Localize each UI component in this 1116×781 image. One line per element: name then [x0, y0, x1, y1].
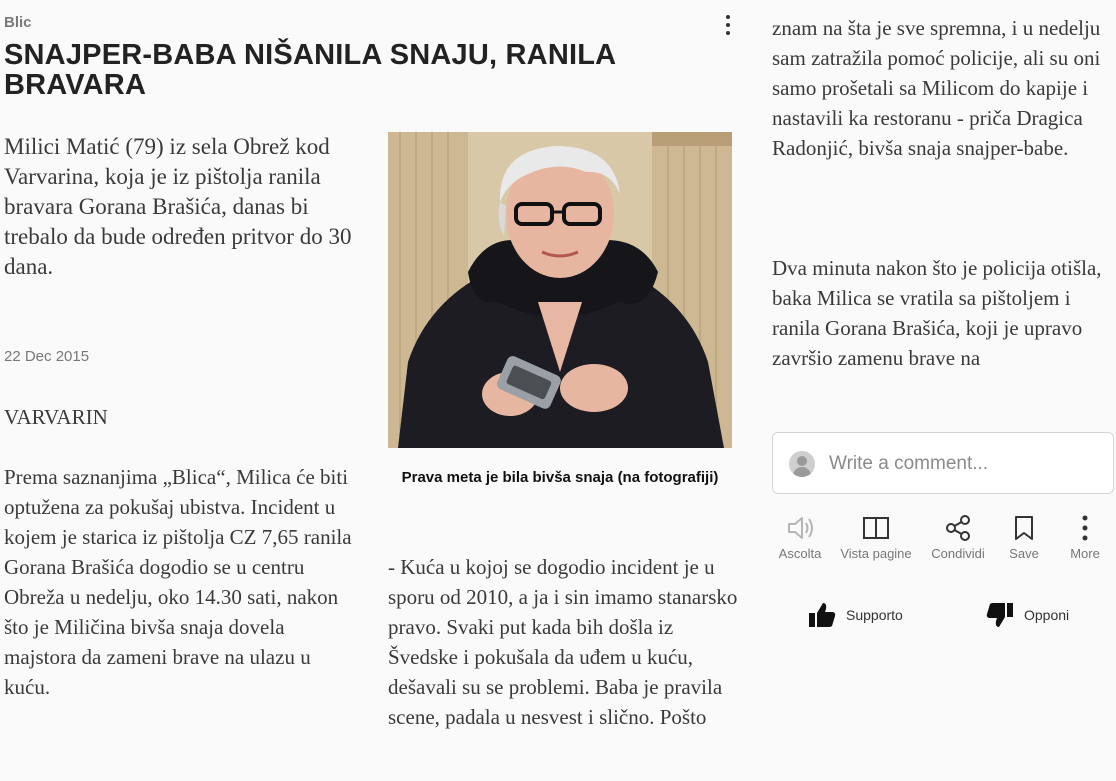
dot-icon [726, 15, 730, 19]
bookmark-icon [1009, 514, 1039, 542]
speaker-icon [785, 514, 815, 542]
share-button[interactable] [922, 514, 994, 561]
oppose-button[interactable] [986, 598, 1069, 632]
oppose-label: Opponi [1024, 607, 1070, 623]
article-lead: Milici Matić (79) iz sela Obrež kod Varvarina, koja je iz pištolja ranila bravara Gorana Brašića, danas bi trebalo da bude određen pritvor do 30 dana. [4, 134, 352, 279]
support-label: Supporto [846, 607, 903, 623]
article-paragraph: Dva minuta nakon što je policija otišla, baka Milica se vratila sa pištoljem i ranila Gorana Brašića, koji je upravo završio zamenu brave na [772, 256, 1102, 370]
dot-icon [726, 23, 730, 27]
support-button[interactable] [808, 598, 903, 632]
comment-input[interactable] [829, 449, 1099, 479]
photo-caption: Prava meta je bila bivša snaja (na fotografiji) [401, 469, 719, 486]
article-date: 22 Dec 2015 [4, 348, 90, 365]
listen-button[interactable] [764, 514, 836, 561]
page-view-label: Vista pagine [840, 546, 912, 561]
share-label: Condividi [931, 546, 985, 561]
woman-photo-illustration [388, 132, 732, 448]
listen-label: Ascolta [778, 546, 822, 561]
article-paragraph: Prema saznanjima „Blica“, Milica će biti optužena za pokušaj ubistva. Incident u kojem je starica iz pištolja CZ 7,65 ranila Gorana Brašića dogodio se u centru Obreža u nedelju, oko 14.30 sati, nakon što je Miličina bivša snaja dovela majstora da zameni brave na ulazu u kuću. [4, 465, 352, 699]
comment-box[interactable] [772, 432, 1114, 494]
more-label: More [1070, 546, 1100, 561]
save-label: Save [1009, 546, 1039, 561]
book-icon [861, 514, 891, 542]
article-paragraph: znam na šta je sve spremna, i u nedelju sam zatražila pomoć policije, ali su oni samo prošetali sa Milicom do kapije i nastavili ka restoranu - priča Dragica Radonjić, bivša snaja snajper-babe. [772, 16, 1101, 160]
thumbs-up-icon [808, 601, 836, 629]
avatar-icon [789, 451, 815, 477]
more-button[interactable] [1049, 514, 1116, 561]
thumbs-down-icon [986, 601, 1014, 629]
more-options-button[interactable] [716, 10, 740, 40]
article-title: SNAJPER-BABA NIŠANILA SNAJU, RANILA BRAVARA [4, 39, 616, 102]
action-bar [772, 514, 1116, 574]
share-icon [943, 514, 973, 542]
dot-icon [726, 31, 730, 35]
more-vertical-icon [1070, 514, 1100, 542]
dateline: VARVARIN [4, 405, 108, 429]
article-photo [388, 132, 732, 448]
article-paragraph: - Kuća u kojoj se dogodio incident je u sporu od 2010, a ja i sin imamo stanarsko pravo. Svaki put kada bih došla iz Švedske i pokušala da uđem u kuću, dešavali su se problemi. Baba je pravila scene, padala u nesvest i slično. Pošto [388, 555, 738, 729]
page-view-button[interactable] [840, 514, 912, 561]
source-label: Blic [4, 14, 32, 31]
